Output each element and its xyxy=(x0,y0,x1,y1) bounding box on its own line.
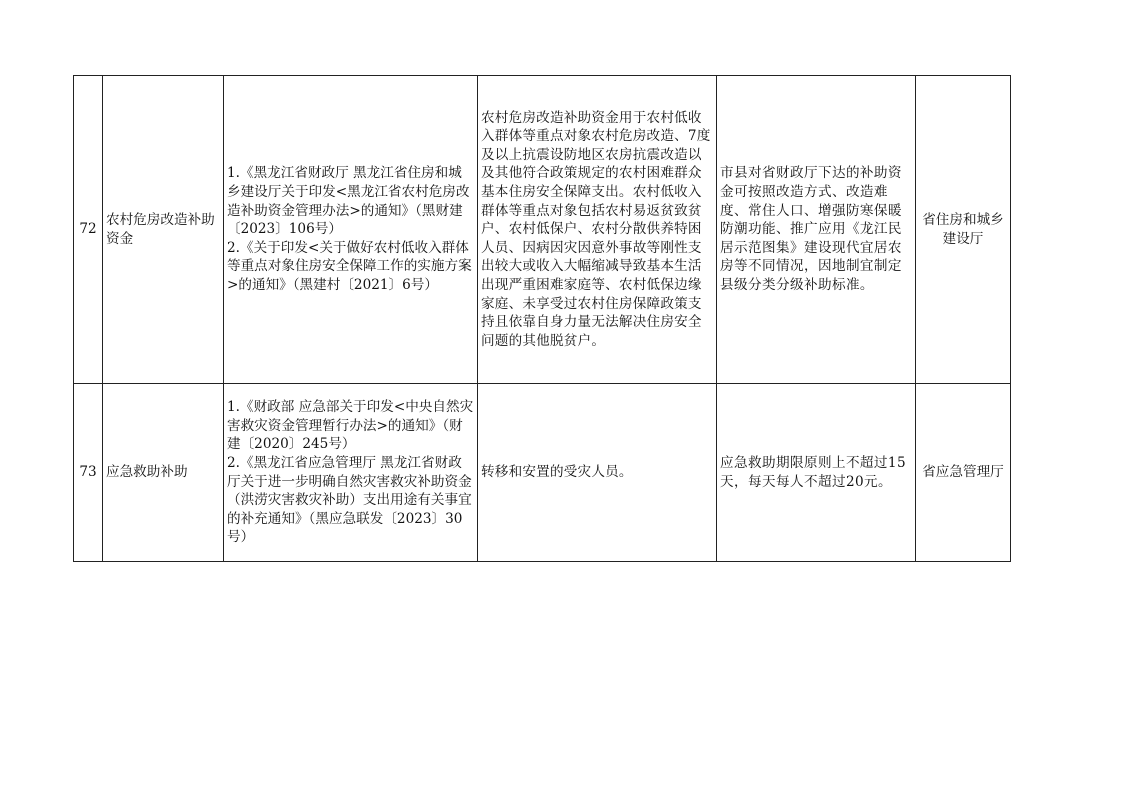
subsidy-name: 应急救助补助 xyxy=(103,384,224,562)
subsidy-name: 农村危房改造补助资金 xyxy=(103,76,224,384)
subsidy-scope xyxy=(478,76,717,384)
subsidy-scope-text: 农村危房改造补助资金用于农村低收入群体等重点对象农村危房改造、7度及以上抗震设防地区农房抗震改造以及其他符合政策规定的农村困难群众基本住房安全保障支出。农村低收入群体等重点对象包括农村易返贫致贫户、农村低保户、农村分散供养特困人员、因病因灾因意外事故等刚性支出较大或收入大幅缩减导致基本生活出现严重困难家庭等、农村低保边缘家庭、未享受过农村住房保障政策支持且依靠自身力量无法解决住房安全问题的其他脱贫户。 xyxy=(481,109,711,349)
subsidy-policy-table xyxy=(73,75,1011,562)
responsible-department: 省应急管理厅 xyxy=(916,384,1011,562)
policy-basis-item: 1.《财政部 应急部关于印发<中央自然灾害救灾资金管理暂行办法>的通知》（财建〔2020〕245号） xyxy=(227,399,474,453)
table-row xyxy=(74,76,1011,384)
policy-basis xyxy=(224,384,478,562)
subsidy-scope-text: 转移和安置的受灾人员。 xyxy=(481,464,633,481)
responsible-department: 省住房和城乡建设厅 xyxy=(916,76,1011,384)
row-number: 72 xyxy=(74,76,103,384)
subsidy-standard xyxy=(717,76,916,384)
subsidy-standard-text: 应急救助期限原则上不超过15天，每天每人不超过20元。 xyxy=(720,454,907,490)
subsidy-standard-text: 市县对省财政厅下达的补助资金可按照改造方式、改造难度、常住人口、增强防寒保暖防潮功能、推广应用《龙江民居示范图集》建设现代宜居农房等不同情况，因地制宜制定县级分类分级补助标准。 xyxy=(720,165,902,293)
subsidy-standard xyxy=(717,384,916,562)
policy-basis-item: 2.《关于印发<关于做好农村低收入群体等重点对象住房安全保障工作的实施方案>的通知》（黑建村〔2021〕6号） xyxy=(227,239,472,293)
policy-basis-item: 1.《黑龙江省财政厅 黑龙江省住房和城乡建设厅关于印发<黑龙江省农村危房改造补助资金管理办法>的通知》（黑财建〔2023〕106号） xyxy=(227,165,470,238)
policy-basis xyxy=(224,76,478,384)
subsidy-scope xyxy=(478,384,717,562)
table-row xyxy=(74,384,1011,562)
policy-basis-item: 2.《黑龙江省应急管理厅 黑龙江省财政厅关于进一步明确自然灾害救灾补助资金（洪涝灾害救灾补助）支出用途有关事宜的补充通知》（黑应急联发〔2023〕30号） xyxy=(227,454,472,546)
row-number: 73 xyxy=(74,384,103,562)
